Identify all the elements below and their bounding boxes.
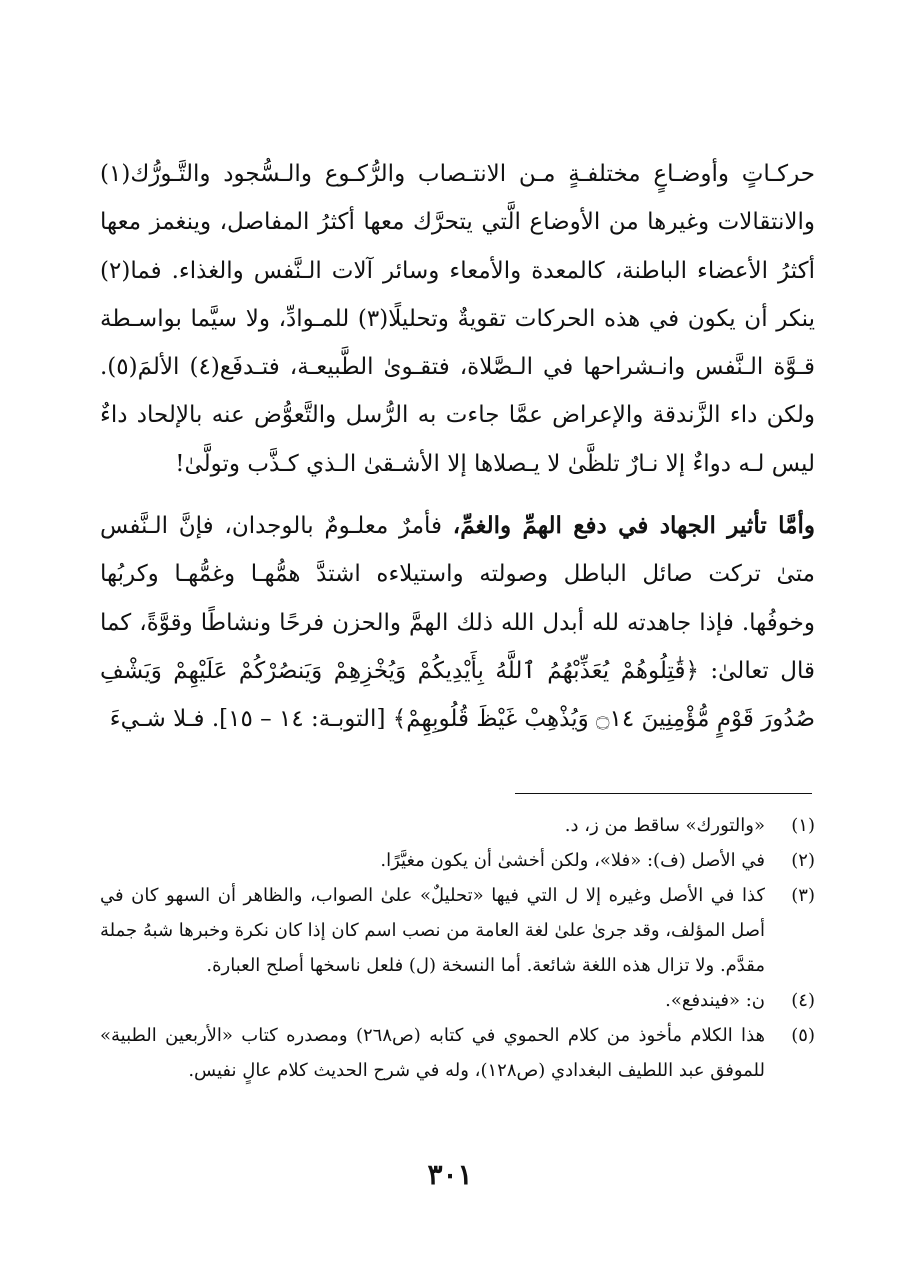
footnote-text: ن: «فيندفع». [665,990,765,1011]
footnote-divider [515,793,812,794]
footnote-1 [100,808,815,843]
footnote-number: (٣) [791,885,815,906]
footnote-3 [100,878,815,983]
paragraph-1: حركـاتٍ وأوضـاعٍ مختلفـةٍ مـن الانتـصاب والرُّكـوع والـسُّجود والتَّـورُّك(١) والانتقالات وغيرها من الأوضاع الَّتي يتحرَّك معها أكثرُ المفاصل، وينغمز معها أكثرُ الأعضاء الباطنة، كالمعدة والأمعاء وسائر آلات الـنَّفس والغذاء. فما(٢) ينكر أن يكون في هذه الحركات تقويةٌ وتحليلًا(٣) للمـوادِّ، ولا سيَّما بواسـطة قـوَّة الـنَّفس وانـشراحها في الـصَّلاة، فتقـوىٰ الطَّبيعـة، فتـدفَع(٤) الألمَ(٥). ولكن داء الزَّندقة والإعراض عمَّا جاءت به الرُّسل والتَّعوُّض عنه بالإلحاد داءٌ ليس لـه دواءٌ إلا نـارٌ تلظَّىٰ لا يـصلاها إلا الأشـقىٰ الـذي كـذَّب وتولَّىٰ! [100,161,815,477]
footnote-text: «والتورك» ساقط من ز، د. [564,815,765,836]
footnote-number: (٤) [791,990,815,1011]
page-number: ٣٠١ [427,1158,473,1191]
footnote-2 [100,843,815,878]
footnotes [100,808,815,1088]
paragraph-2-heading: وأمَّا تأثير الجهاد في دفع الهمِّ والغمِّ، [452,512,815,540]
footnote-number: (٥) [791,1025,815,1046]
footnote-number: (١) [791,815,815,836]
footnote-text: في الأصل (ف): «فلا»، ولكن أخشىٰ أن يكون مغيَّرًا. [380,850,765,871]
footnote-number: (٢) [791,850,815,871]
paragraph-2-body: فأمرٌ معلـومٌ بالوجدان، فإنَّ الـنَّفس متىٰ تركت صائل الباطل وصولته واستيلاءه اشتدَّ همُّهـا وغمُّهـا وكربُها وخوفُها. فإذا جاهدته لله أبدل الله ذلك الهمَّ والحزن فرحًا ونشاطًا وقوَّةً، كما قال تعالىٰ: ﴿قَٰتِلُوهُمْ يُعَذِّبْهُمُ ٱللَّهُ بِأَيْدِيكُمْ وَيُخْزِهِمْ وَيَنصُرْكُمْ عَلَيْهِمْ وَيَشْفِ صُدُورَ قَوْمٍ مُّؤْمِنِينَ ۝١٤ وَيُذْهِبْ غَيْظَ قُلُوبِهِمْ﴾ [التوبـة: ١٤ – ١٥]. فـلا شـيءَ [100,513,815,733]
footnote-4 [100,983,815,1018]
main-text [100,150,815,744]
footnote-text: كذا في الأصل وغيره إلا ل التي فيها «تحليلٌ» علىٰ الصواب، والظاهر أن السهو كان في أصل المؤلف، وقد جرىٰ علىٰ لغة العامة من نصب اسم كان إذا كان نكرة وخبرها شبهُ جملة مقدَّم. ولا تزال هذه اللغة شائعة. أما النسخة (ل) فلعل ناسخها أصلح العبارة. [100,885,765,976]
footnote-text: هذا الكلام مأخوذ من كلام الحموي في كتابه (ص٢٦٨) ومصدره كتاب «الأربعين الطبية» للموفق عبد اللطيف البغدادي (ص١٢٨)، وله في شرح الحديث كلام عالٍ نفيس. [100,1025,766,1081]
footnote-5 [100,1018,815,1088]
paragraph-2 [100,502,815,743]
